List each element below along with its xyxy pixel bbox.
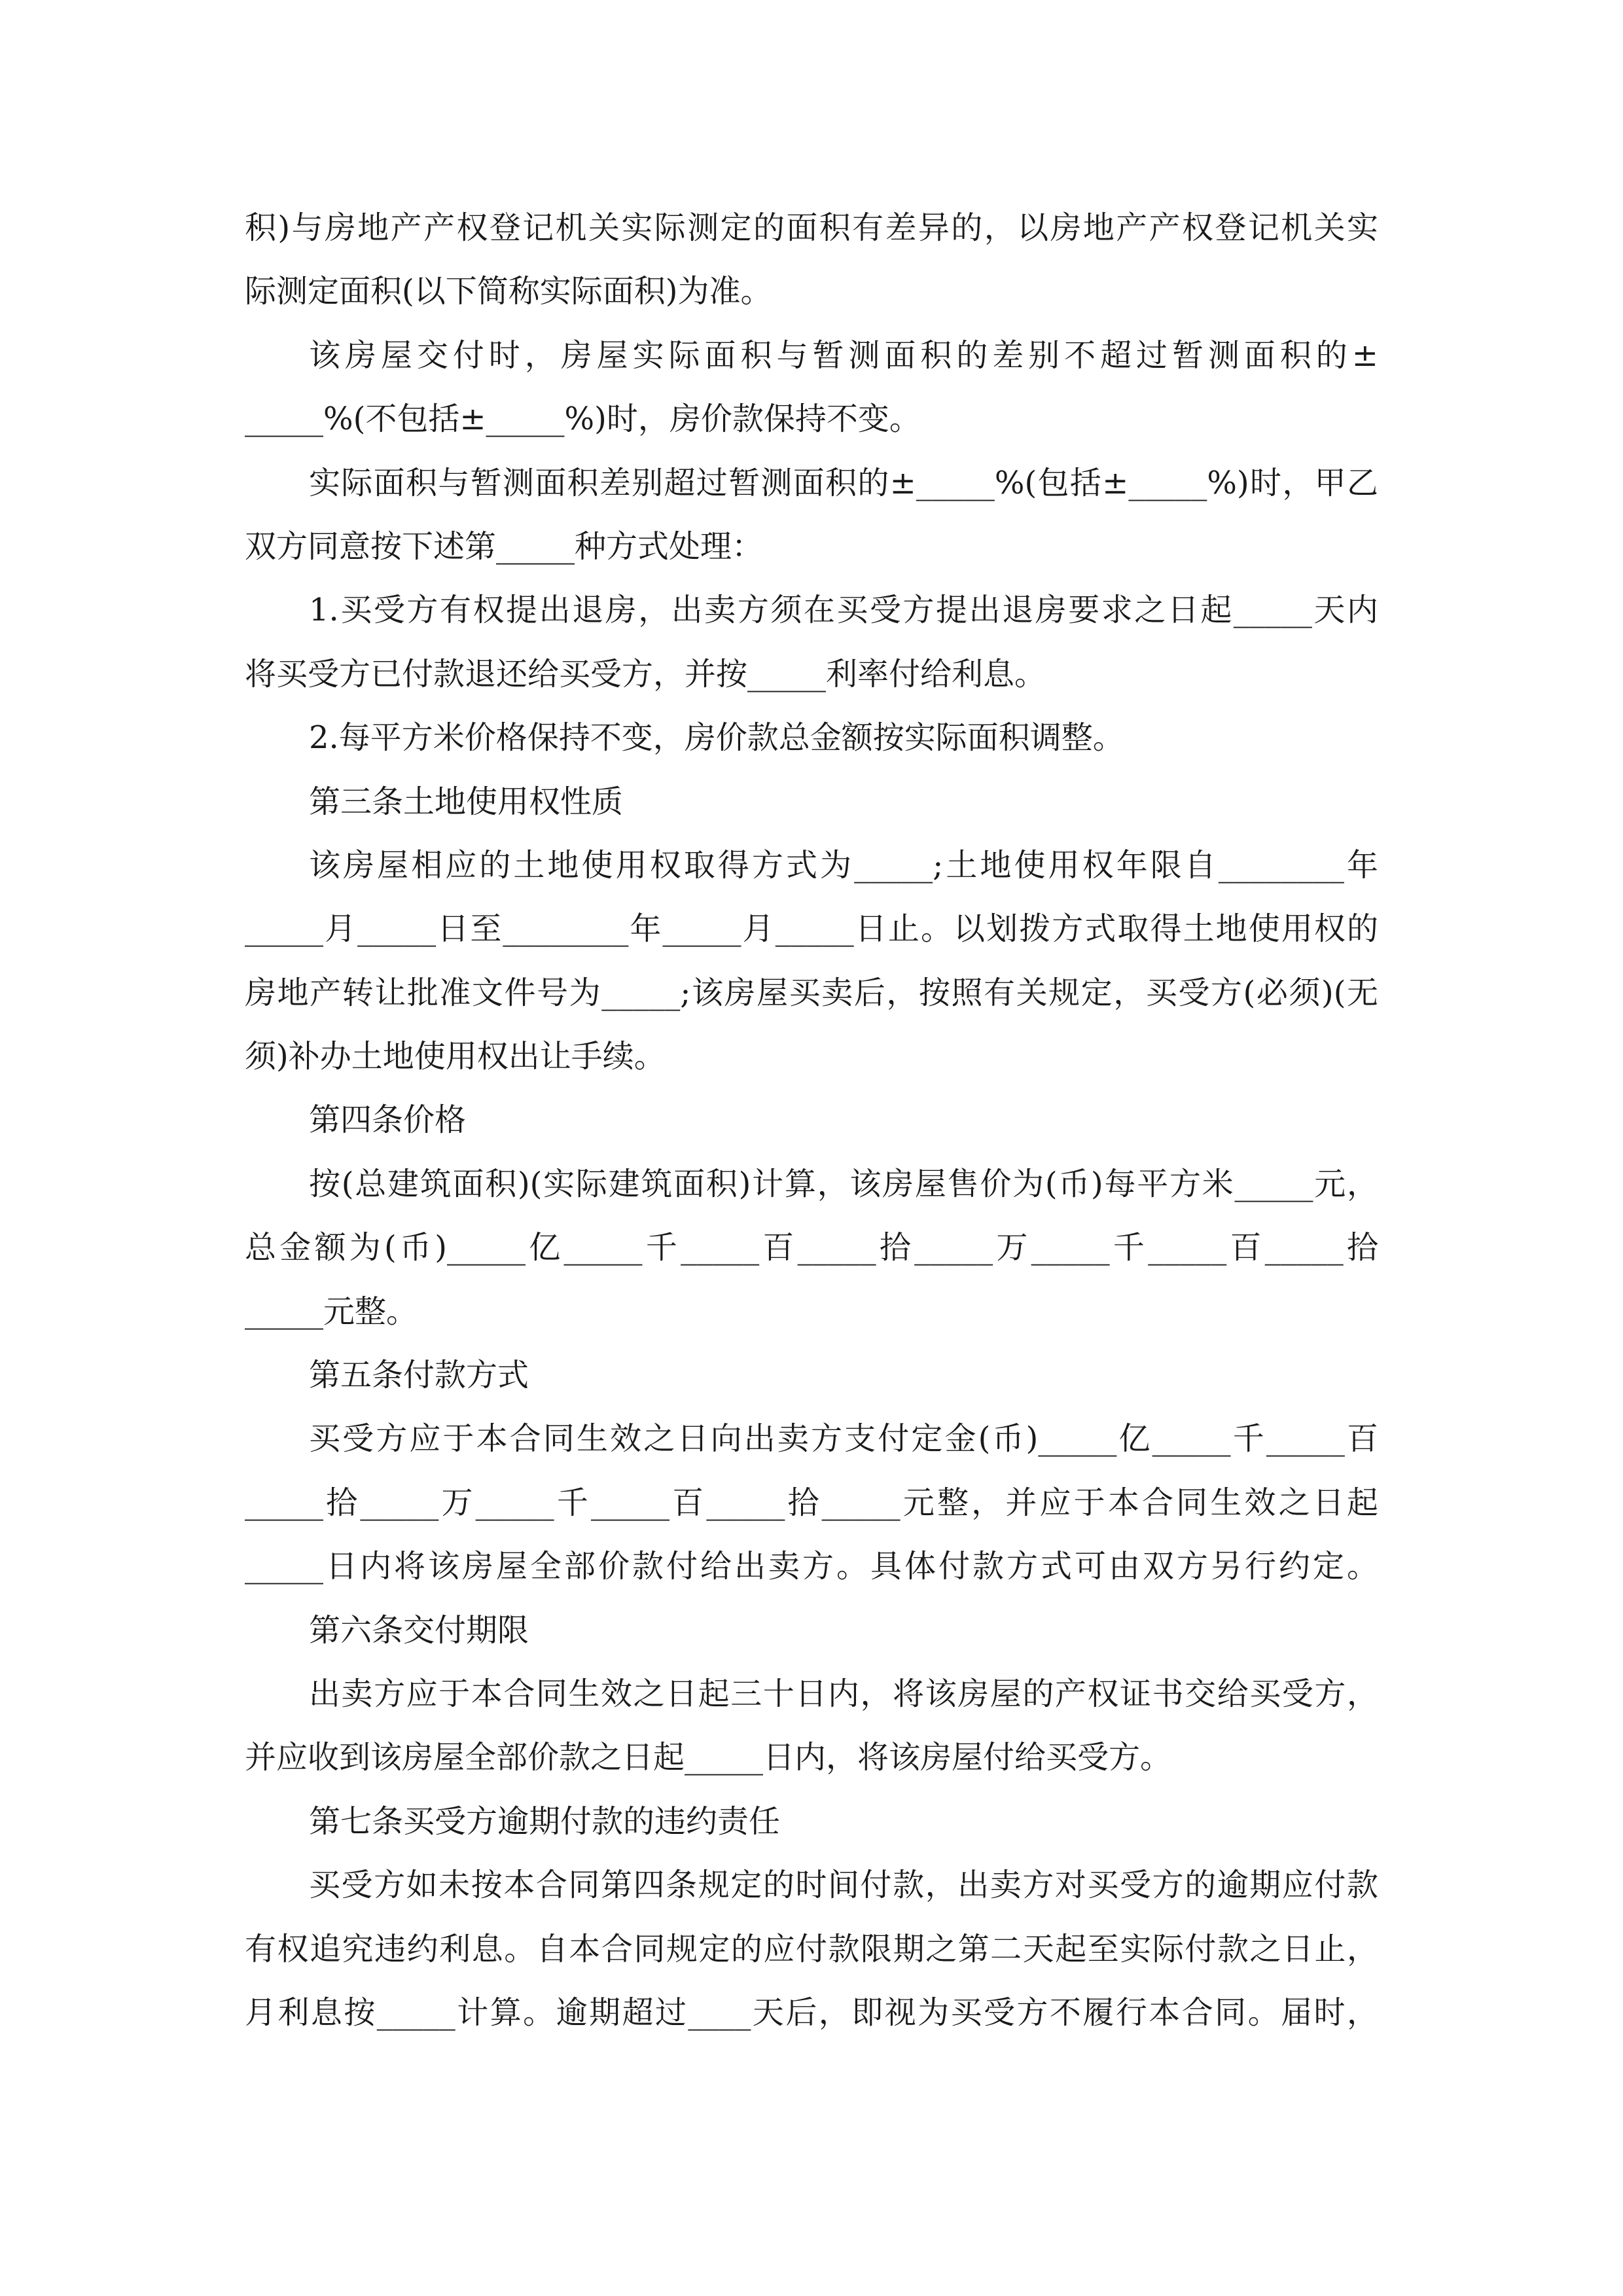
contract-text-line: 该房屋交付时，房屋实际面积与暂测面积的差别不超过暂测面积的±: [309, 336, 1378, 374]
contract-body: [245, 196, 1378, 2045]
contract-text-line: 买受方如未按本合同第四条规定的时间付款，出卖方对买受方的逾期应付款: [309, 1867, 1378, 1904]
contract-text-line: 第五条付款方式: [309, 1357, 529, 1394]
contract-text-line: _____元整。: [245, 1293, 418, 1330]
contract-text-line: 第三条土地使用权性质: [309, 783, 624, 820]
contract-text-line: 买受方应于本合同生效之日向出卖方支付定金(币)_____亿_____千_____百: [309, 1420, 1378, 1458]
contract-text-line: 房地产转让批准文件号为_____;该房屋买卖后，按照有关规定，买受方(必须)(无: [245, 974, 1378, 1011]
contract-text-line: _____拾_____万_____千_____百_____拾_____元整，并应于本合同生效之日起: [245, 1484, 1378, 1521]
contract-text-line: 按(总建筑面积)(实际建筑面积)计算，该房屋售价为(币)每平方米_____元，: [309, 1165, 1378, 1202]
contract-text-line: 须)补办土地使用权出让手续。: [245, 1038, 666, 1075]
contract-text-line: 该房屋相应的土地使用权取得方式为_____;土地使用权年限自________年: [309, 846, 1378, 884]
contract-text-line: 双方同意按下述第_____种方式处理：: [245, 528, 764, 565]
contract-text-line: 第四条价格: [309, 1102, 467, 1139]
contract-text-line: 第六条交付期限: [309, 1611, 529, 1649]
contract-text-line: 月利息按_____计算。逾期超过____天后，即视为买受方不履行本合同。届时，: [245, 1994, 1378, 2031]
contract-text-line: 总金额为(币)_____亿_____千_____百_____拾_____万_____千_____百_____拾: [245, 1229, 1378, 1266]
contract-text-line: 2.每平方米价格保持不变，房价款总金额按实际面积调整。: [309, 719, 1124, 757]
contract-text-line: 1.买受方有权提出退房，出卖方须在买受方提出退房要求之日起_____天内: [309, 592, 1378, 629]
contract-text-line: _____%(不包括±_____%)时，房价款保持不变。: [245, 401, 921, 438]
contract-text-line: 第七条买受方逾期付款的违约责任: [309, 1803, 781, 1840]
contract-text-line: 将买受方已付款退还给买受方，并按_____利率付给利息。: [245, 655, 1046, 692]
contract-text-line: 并应收到该房屋全部价款之日起_____日内，将该房屋付给买受方。: [245, 1739, 1172, 1776]
contract-text-line: 实际面积与暂测面积差别超过暂测面积的±_____%(包括±_____%)时，甲乙: [309, 464, 1378, 501]
contract-text-line: _____日内将该房屋全部价款付给出卖方。具体付款方式可由双方另行约定。: [245, 1548, 1378, 1585]
contract-text-line: _____月_____日至________年_____月_____日止。以划拨方式取得土地使用权的: [245, 910, 1378, 948]
contract-text-line: 出卖方应于本合同生效之日起三十日内，将该房屋的产权证书交给买受方，: [309, 1675, 1378, 1712]
contract-text-line: 有权追究违约利息。自本合同规定的应付款限期之第二天起至实际付款之日止，: [245, 1930, 1378, 1967]
contract-text-line: 积)与房地产产权登记机关实际测定的面积有差异的，以房地产产权登记机关实: [245, 209, 1378, 246]
contract-text-line: 际测定面积(以下简称实际面积)为准。: [245, 273, 772, 310]
